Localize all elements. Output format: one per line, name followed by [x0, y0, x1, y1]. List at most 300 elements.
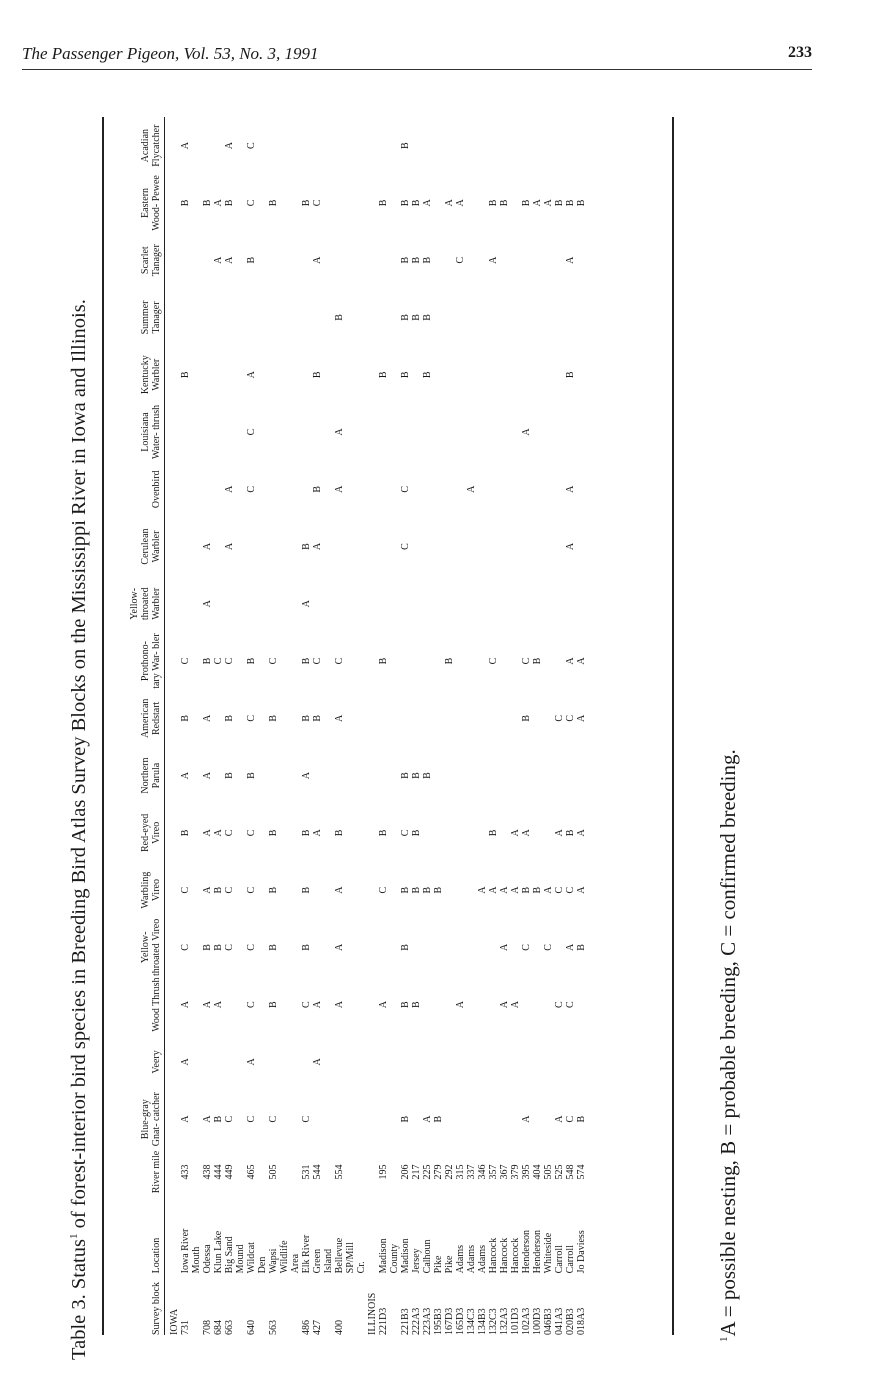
status-cell: A: [224, 542, 235, 551]
status-cell: [521, 1033, 532, 1090]
status-cell: A: [202, 714, 213, 722]
status-cell: [488, 976, 499, 1033]
survey-block-cell: IOWA: [169, 1308, 180, 1335]
status-cell: [367, 690, 378, 747]
status-cell: [422, 690, 433, 747]
status-cell: B: [301, 944, 312, 951]
status-cell: B: [268, 199, 279, 207]
status-cell: [279, 747, 290, 804]
status-cell: [235, 632, 246, 689]
status-cell: [235, 1091, 246, 1148]
status-cell: C: [312, 657, 323, 665]
status-cell: [279, 461, 290, 518]
survey-block-cell: [191, 1273, 202, 1335]
status-cell: [334, 575, 345, 632]
table-row: [279, 117, 290, 1335]
status-cell: [323, 346, 334, 403]
status-cell: B: [444, 657, 455, 665]
status-cell: [279, 289, 290, 346]
status-cell: [400, 1033, 411, 1090]
status-cell: [202, 346, 213, 403]
status-cell: [224, 976, 235, 1033]
survey-block-cell: 134C3: [466, 1308, 477, 1335]
status-cell: [334, 232, 345, 289]
status-cell: [543, 232, 554, 289]
status-cell: [499, 461, 510, 518]
status-cell: B: [411, 772, 422, 779]
status-cell: A: [488, 256, 499, 264]
status-cell: A: [202, 829, 213, 837]
status-cell: B: [268, 714, 279, 722]
status-cell: A: [576, 829, 587, 837]
status-cell: [543, 690, 554, 747]
status-cell: [224, 1033, 235, 1090]
status-cell: B: [378, 371, 389, 379]
status-cell: [213, 690, 224, 747]
status-cell: [345, 1091, 356, 1148]
status-cell: [389, 919, 400, 976]
status-cell: [257, 632, 268, 689]
status-cell: C: [224, 657, 235, 665]
status-cell: [312, 919, 323, 976]
status-cell: [279, 632, 290, 689]
status-cell: [191, 1033, 202, 1090]
table-row: [165, 117, 180, 1335]
status-cell: [554, 289, 565, 346]
status-cell: C: [246, 1115, 257, 1123]
table-row: [356, 117, 367, 1335]
table-row: [334, 117, 345, 1335]
status-cell: [224, 289, 235, 346]
status-cell: [510, 919, 521, 976]
table-row: [389, 117, 400, 1335]
status-cell: [433, 174, 444, 231]
status-cell: C: [543, 944, 554, 951]
status-cell: [477, 403, 488, 460]
status-cell: C: [554, 1001, 565, 1008]
status-cell: A: [202, 1115, 213, 1123]
river-mile-cell: 449: [224, 1164, 235, 1180]
river-mile-cell: 505: [543, 1164, 554, 1180]
location-cell: Jo Daviess: [576, 1230, 587, 1274]
status-cell: [389, 575, 400, 632]
running-head: [22, 40, 812, 68]
status-cell: [235, 346, 246, 403]
status-cell: [565, 575, 576, 632]
status-cell: [521, 461, 532, 518]
status-cell: [477, 1091, 488, 1148]
status-cell: C: [565, 714, 576, 722]
status-cell: [499, 403, 510, 460]
status-cell: [378, 117, 389, 174]
status-cell: [554, 747, 565, 804]
status-cell: B: [301, 714, 312, 722]
status-cell: [356, 976, 367, 1033]
status-cell: [433, 804, 444, 861]
status-cell: [389, 518, 400, 575]
status-cell: [356, 1033, 367, 1090]
status-cell: [477, 919, 488, 976]
river-mile-cell: 217: [411, 1164, 422, 1180]
status-cell: B: [532, 886, 543, 894]
status-cell: [268, 518, 279, 575]
status-cell: C: [400, 829, 411, 837]
status-cell: [367, 861, 378, 918]
status-cell: [455, 575, 466, 632]
status-cell: [488, 1033, 499, 1090]
status-cell: [290, 861, 301, 918]
status-cell: [257, 690, 268, 747]
survey-block-cell: [323, 1273, 334, 1335]
status-cell: C: [224, 1115, 235, 1123]
table-row: [433, 117, 444, 1335]
status-cell: A: [180, 142, 191, 150]
status-cell: B: [268, 886, 279, 894]
survey-block-cell: 195B3: [433, 1308, 444, 1335]
river-mile-cell: [191, 1148, 202, 1196]
status-cell: B: [521, 199, 532, 207]
status-cell: B: [180, 714, 191, 722]
status-cell: [345, 232, 356, 289]
status-cell: [257, 804, 268, 861]
status-cell: [279, 117, 290, 174]
table-row: [488, 117, 499, 1335]
status-cell: [279, 1033, 290, 1090]
status-cell: [268, 1033, 279, 1090]
status-cell: [312, 575, 323, 632]
status-cell: B: [532, 657, 543, 665]
status-cell: [532, 1091, 543, 1148]
location-cell: Madison: [378, 1238, 389, 1274]
status-cell: [279, 403, 290, 460]
status-cell: B: [400, 1001, 411, 1008]
location-cell: Pike: [444, 1255, 455, 1274]
status-cell: B: [411, 1001, 422, 1008]
status-cell: C: [213, 657, 224, 665]
status-cell: A: [180, 771, 191, 780]
status-cell: [323, 117, 334, 174]
status-cell: B: [422, 314, 433, 321]
status-cell: [444, 690, 455, 747]
status-cell: [488, 346, 499, 403]
footnote-text: A = possible nesting, B = probable breeding, C = confirmed breeding.: [716, 749, 740, 1337]
status-cell: A: [422, 1115, 433, 1123]
status-cell: [246, 518, 257, 575]
river-mile-cell: [257, 1148, 268, 1196]
status-cell: [444, 575, 455, 632]
status-cell: [532, 289, 543, 346]
status-cell: [290, 117, 301, 174]
status-cell: [499, 1091, 510, 1148]
location-cell: Henderson: [532, 1230, 543, 1274]
status-cell: [334, 1091, 345, 1148]
column-header: American Redstart: [140, 698, 162, 739]
status-cell: C: [268, 1115, 279, 1123]
table-row: [345, 117, 356, 1335]
status-cell: [433, 575, 444, 632]
status-cell: [268, 289, 279, 346]
status-cell: [191, 117, 202, 174]
status-cell: [257, 518, 268, 575]
status-cell: [411, 632, 422, 689]
status-cell: C: [312, 199, 323, 207]
status-cell: [257, 403, 268, 460]
status-cell: [433, 461, 444, 518]
river-mile-cell: 292: [444, 1164, 455, 1180]
status-cell: [356, 632, 367, 689]
status-cell: B: [488, 829, 499, 837]
status-cell: [488, 403, 499, 460]
status-cell: [576, 1033, 587, 1090]
status-cell: [400, 690, 411, 747]
status-cell: [279, 919, 290, 976]
table-row: [257, 117, 268, 1335]
survey-block-cell: 101D3: [510, 1307, 521, 1335]
status-cell: [235, 747, 246, 804]
status-cell: [521, 289, 532, 346]
survey-block-cell: 223A3: [422, 1307, 433, 1335]
status-cell: B: [400, 142, 411, 149]
table-row: [312, 117, 323, 1335]
table-row: [444, 117, 455, 1335]
status-cell: [477, 976, 488, 1033]
status-cell: [191, 632, 202, 689]
status-cell: [213, 747, 224, 804]
status-cell: A: [202, 771, 213, 780]
status-cell: [576, 232, 587, 289]
status-cell: [257, 1033, 268, 1090]
survey-block-cell: 663: [224, 1320, 235, 1335]
status-cell: B: [422, 886, 433, 894]
status-cell: [510, 232, 521, 289]
status-cell: [301, 461, 312, 518]
status-cell: [488, 461, 499, 518]
status-cell: B: [400, 886, 411, 894]
status-cell: [165, 518, 180, 575]
status-cell: [268, 575, 279, 632]
status-cell: [312, 1091, 323, 1148]
status-cell: [235, 919, 246, 976]
status-cell: [466, 861, 477, 918]
status-cell: B: [180, 371, 191, 379]
status-cell: [268, 461, 279, 518]
column-header: River mile: [151, 1150, 162, 1194]
status-cell: [367, 747, 378, 804]
status-cell: [290, 976, 301, 1033]
status-cell: C: [565, 1115, 576, 1123]
status-cell: [499, 632, 510, 689]
status-cell: [334, 346, 345, 403]
location-cell: Green: [312, 1248, 323, 1274]
status-cell: [488, 690, 499, 747]
status-cell: [411, 346, 422, 403]
location-cell: Calhoun: [422, 1239, 433, 1274]
column-header: Yellow- throated Warbler: [129, 587, 162, 621]
status-cell: [257, 575, 268, 632]
status-cell: [389, 1033, 400, 1090]
status-cell: [532, 919, 543, 976]
survey-block-cell: 400: [334, 1320, 345, 1335]
status-cell: [213, 346, 224, 403]
location-cell: Den: [257, 1256, 268, 1274]
status-cell: [268, 232, 279, 289]
status-cell: [389, 346, 400, 403]
status-cell: [191, 804, 202, 861]
status-cell: [576, 461, 587, 518]
status-cell: [334, 518, 345, 575]
status-cell: B: [400, 944, 411, 951]
status-cell: B: [312, 714, 323, 722]
status-cell: [543, 289, 554, 346]
status-cell: [213, 117, 224, 174]
status-cell: C: [488, 657, 499, 665]
column-header: Summer Tanager: [140, 300, 162, 335]
status-cell: [389, 461, 400, 518]
table-row: [180, 117, 191, 1335]
status-cell: [235, 461, 246, 518]
status-cell: B: [213, 886, 224, 894]
river-mile-cell: [356, 1148, 367, 1196]
status-cell: [499, 289, 510, 346]
location-cell: Cr.: [356, 1261, 367, 1274]
table-footnote: [716, 142, 741, 1342]
status-cell: [165, 461, 180, 518]
status-cell: [433, 632, 444, 689]
column-header: Yellow- throated Vireo: [140, 918, 162, 977]
status-cell: [202, 461, 213, 518]
status-cell: [433, 1033, 444, 1090]
status-cell: [466, 289, 477, 346]
status-cell: [345, 861, 356, 918]
table-row: [499, 117, 510, 1335]
status-cell: [576, 747, 587, 804]
status-cell: [389, 403, 400, 460]
status-cell: [532, 976, 543, 1033]
status-cell: [400, 632, 411, 689]
status-cell: C: [521, 944, 532, 951]
status-cell: [576, 346, 587, 403]
river-mile-cell: [367, 1148, 378, 1196]
status-cell: A: [213, 1001, 224, 1009]
status-cell: [477, 632, 488, 689]
status-cell: [378, 919, 389, 976]
table-row: [378, 117, 389, 1335]
status-cell: [345, 461, 356, 518]
survey-block-cell: 100D3: [532, 1307, 543, 1335]
status-cell: A: [334, 886, 345, 894]
status-cell: [543, 804, 554, 861]
river-mile-cell: [235, 1148, 246, 1196]
status-cell: B: [565, 371, 576, 379]
status-cell: C: [301, 1001, 312, 1008]
status-cell: C: [565, 886, 576, 894]
status-cell: [521, 575, 532, 632]
status-cell: [466, 1091, 477, 1148]
status-cell: [510, 403, 521, 460]
status-cell: [444, 919, 455, 976]
status-cell: [455, 919, 466, 976]
column-header: Eastern Wood- Pewee: [140, 175, 162, 231]
status-cell: [202, 1033, 213, 1090]
status-cell: B: [202, 199, 213, 207]
status-cell: [323, 919, 334, 976]
status-cell: [165, 1091, 180, 1148]
table-title-footnote-mark: 1: [68, 1233, 81, 1240]
status-cell: B: [224, 199, 235, 207]
status-cell: [576, 289, 587, 346]
survey-block-cell: [279, 1273, 290, 1335]
status-cell: [411, 919, 422, 976]
status-cell: [165, 575, 180, 632]
status-cell: [290, 1033, 301, 1090]
status-cell: [444, 117, 455, 174]
status-cell: B: [180, 199, 191, 207]
status-cell: C: [246, 428, 257, 436]
status-cell: B: [202, 944, 213, 951]
survey-block-cell: 222A3: [411, 1307, 422, 1335]
status-cell: [345, 1033, 356, 1090]
status-cell: A: [213, 199, 224, 207]
status-cell: [466, 632, 477, 689]
column-header: Red-eyed Vireo: [140, 813, 162, 853]
status-cell: [499, 804, 510, 861]
status-cell: [356, 346, 367, 403]
status-cell: [510, 461, 521, 518]
survey-block-cell: 427: [312, 1320, 323, 1335]
table-row: [543, 117, 554, 1335]
river-mile-cell: 225: [422, 1164, 433, 1180]
location-cell: County: [389, 1243, 400, 1274]
status-cell: [477, 174, 488, 231]
location-cell: Wildcat: [246, 1242, 257, 1274]
status-cell: [455, 461, 466, 518]
status-cell: [356, 919, 367, 976]
status-cell: B: [400, 314, 411, 321]
survey-block-cell: [257, 1273, 268, 1335]
status-cell: A: [543, 199, 554, 207]
survey-block-cell: [356, 1273, 367, 1335]
status-cell: [477, 117, 488, 174]
status-cell: [356, 747, 367, 804]
status-cell: [290, 174, 301, 231]
table-row: [521, 117, 532, 1335]
status-cell: B: [400, 371, 411, 379]
status-cell: A: [180, 1058, 191, 1066]
status-cell: [466, 976, 477, 1033]
status-cell: [356, 289, 367, 346]
status-cell: B: [202, 657, 213, 665]
status-cell: A: [543, 886, 554, 894]
table-title-prefix: Table 3. Status: [68, 1239, 90, 1360]
status-cell: C: [180, 657, 191, 665]
status-cell: [510, 575, 521, 632]
status-cell: [543, 117, 554, 174]
status-cell: [180, 403, 191, 460]
status-cell: [543, 1091, 554, 1148]
column-header: Northern Parula: [140, 757, 162, 794]
status-cell: B: [422, 371, 433, 379]
status-cell: A: [422, 199, 433, 207]
location-cell: Jersey: [411, 1248, 422, 1274]
river-mile-cell: [165, 1148, 180, 1196]
status-cell: [499, 1033, 510, 1090]
status-cell: [356, 1091, 367, 1148]
status-cell: [235, 575, 246, 632]
status-cell: [532, 747, 543, 804]
status-cell: [378, 232, 389, 289]
status-cell: [356, 117, 367, 174]
river-mile-cell: 367: [499, 1164, 510, 1180]
